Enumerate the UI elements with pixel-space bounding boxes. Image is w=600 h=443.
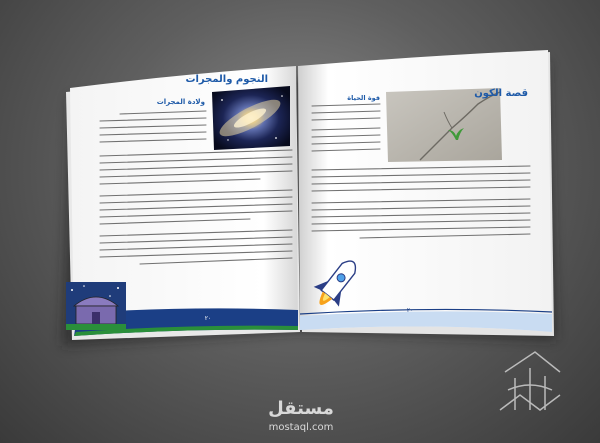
observatory-illustration bbox=[66, 282, 126, 330]
publisher-logo-watermark bbox=[500, 352, 560, 410]
cracked-ground-image bbox=[386, 88, 502, 162]
left-page-number: ٢٠ bbox=[204, 315, 212, 322]
mostaql-brand-watermark: مستقل bbox=[268, 398, 334, 419]
galaxy-image bbox=[212, 86, 290, 150]
right-page-title: قصة الكون bbox=[474, 88, 528, 99]
mostaql-url-watermark: mostaql.com bbox=[268, 422, 334, 433]
left-page-subtitle: ولادة المجرات bbox=[156, 98, 205, 106]
right-page-subtitle: قوة الحياة bbox=[347, 94, 380, 102]
right-page-number: ٢٠ bbox=[406, 307, 414, 314]
left-page-title: النجوم والمجرات bbox=[185, 74, 268, 85]
